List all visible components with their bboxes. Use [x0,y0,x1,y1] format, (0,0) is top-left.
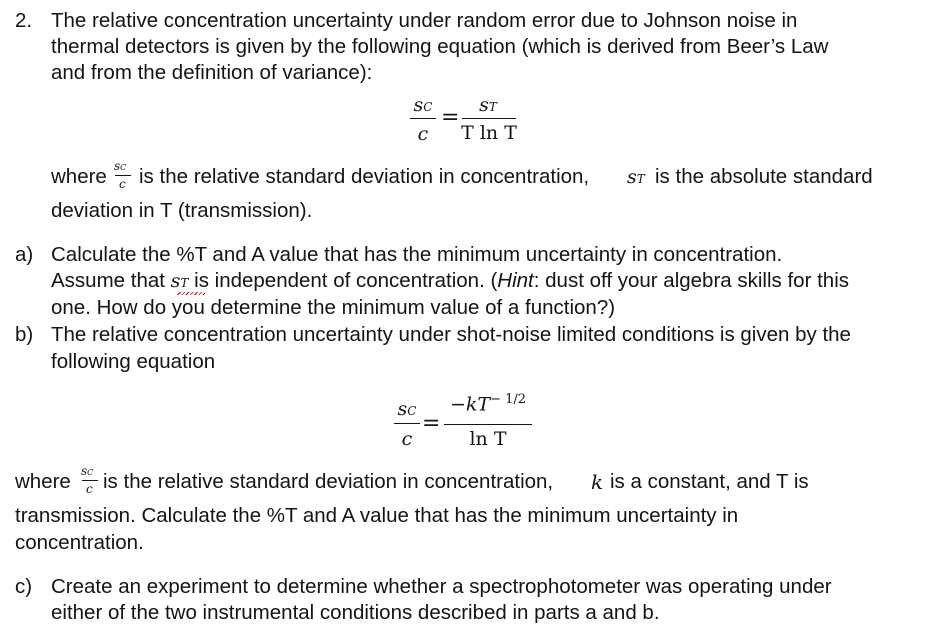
where2-symbol-k: k [591,470,604,494]
eq1-equals: = [441,105,460,130]
where2-frac-numerator: sC [81,464,94,478]
where1-symbol-sT: sT [627,166,645,188]
where1-line-2: deviation in T (transmission). [51,199,313,222]
eq2-rhs-fraction-bar [444,424,532,425]
part-b-label: b) [15,323,34,346]
part-a-line-1: Calculate the %T and A value that has the minimum uncertainty in concentration. [51,243,783,266]
part-c-line-1: Create an experiment to determine whether a spectrophotometer was operating under [51,575,832,598]
eq1-lhs-numerator: sC [413,94,433,116]
where1-word: where [51,165,107,188]
where2-line-3: concentration. [15,531,144,554]
eq1-rhs-denominator: T ln T [461,122,517,144]
part-a-label: a) [15,243,34,266]
eq1-lhs-fraction-bar [410,118,436,119]
intro-line-3: and from the definition of variance): [51,61,373,84]
intro-line-2: thermal detectors is given by the following equation (which is derived from Beer’s Law [51,35,829,58]
where1-text-end: is the absolute standard [655,165,873,188]
where2-text-end: is a constant, and T is [610,470,809,493]
where2-word: where [15,470,71,493]
part-c-line-2: either of the two instrumental conditions described in parts a and b. [51,601,660,624]
part-b-line-1: The relative concentration uncertainty under shot-noise limited conditions is given by the [51,323,851,346]
where1-frac-bar [115,175,131,176]
eq2-lhs-numerator: sC [397,398,417,420]
hint-word: Hint [497,269,534,292]
part-c-label: c) [15,575,33,598]
where1-text: is the relative standard deviation in concentration, [139,165,590,188]
where1-frac-denominator: c [119,177,126,191]
eq2-equals: = [422,411,441,436]
where2-text: is the relative standard deviation in concentration, [103,470,554,493]
where1-frac-numerator: sC [114,159,127,173]
where2-frac-bar [82,480,98,481]
eq1-rhs-fraction-bar [462,118,516,119]
eq1-rhs-numerator: sT [479,94,497,116]
eq2-lhs-denominator: c [401,428,413,450]
eq1-lhs-denominator: c [417,123,429,145]
part-a-line-3: one. How do you determine the minimum value of a function?) [51,296,616,319]
eq2-rhs-denominator: ln T [469,428,507,450]
part-a-symbol-sT: sT [170,270,189,292]
question-number: 2. [15,9,33,32]
where2-line-2: transmission. Calculate the %T and A value that has the minimum uncertainty in [15,504,739,527]
eq2-lhs-fraction-bar [394,423,420,424]
part-a-line-2: Assume that sT is independent of concentration. (Hint: dust off your algebra skills for this [51,269,850,292]
eq2-rhs-numerator: $-kT^{- 1/2}$ [449,392,527,416]
where2-frac-denominator: c [86,482,93,496]
part-b-line-2: following equation [51,350,216,373]
intro-line-1: The relative concentration uncertainty under random error due to Johnson noise in [51,9,798,32]
